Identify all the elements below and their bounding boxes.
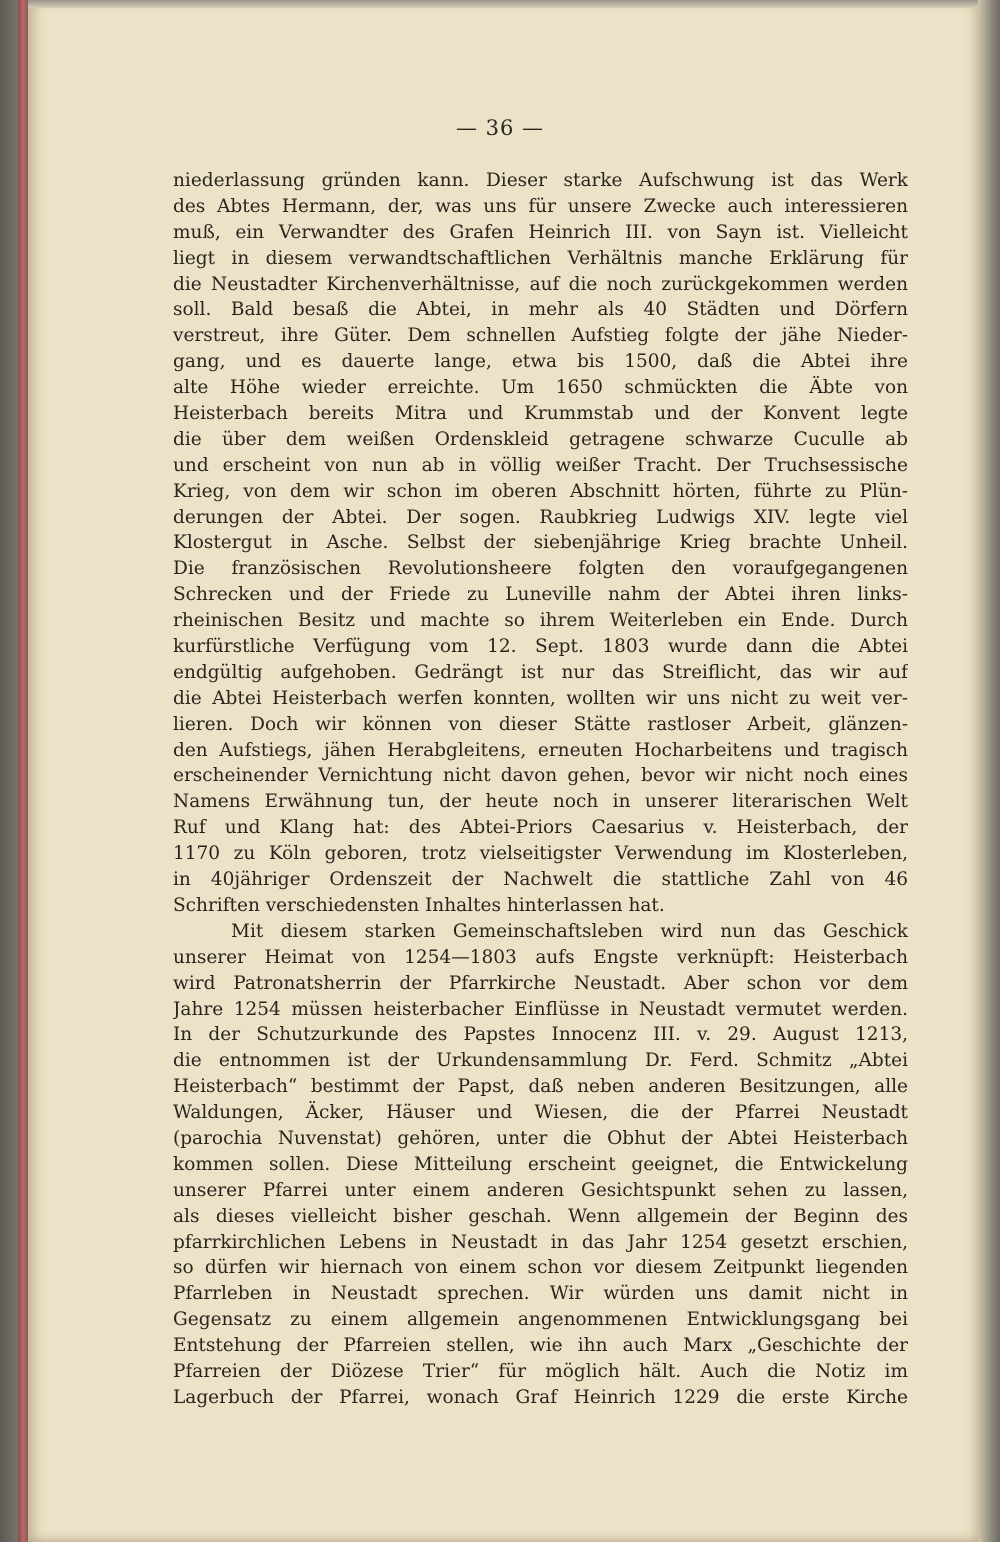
text-line: soll. Bald besaß die Abtei, in mehr als 40 Städten und Dörfern (173, 299, 908, 321)
text-line: die entnommen ist der Urkundensammlung Dr. Ferd. Schmitz „Abtei (173, 1050, 908, 1072)
text-line: liegt in diesem verwandtschaftlichen Verhältnis manche Erklärung für (173, 247, 908, 269)
text-line: Schriften verschiedensten Inhaltes hinterlassen hat. (173, 894, 665, 916)
text-line: in 40jähriger Ordenszeit der Nachwelt die stattliche Zahl von 46 (173, 869, 908, 891)
text-line: wird Patronatsherrin der Pfarrkirche Neustadt. Aber schon vor dem (173, 972, 908, 994)
text-line: Klostergut in Asche. Selbst der siebenjährige Krieg brachte Unheil. (173, 532, 908, 554)
text-line: Die französischen Revolutionsheere folgten den voraufgegangenen (173, 558, 908, 580)
text-line: muß, ein Verwandter des Grafen Heinrich III. von Sayn ist. Vielleicht (173, 221, 908, 243)
text-line: derungen der Abtei. Der sogen. Raubkrieg Ludwigs XIV. legte viel (173, 506, 908, 528)
text-line: (parochia Nuvenstat) gehören, unter die Obhut der Abtei Heisterbach (173, 1127, 908, 1149)
text-line: des Abtes Hermann, der, was uns für unsere Zwecke auch interessieren (173, 195, 908, 217)
text-line: Jahre 1254 müssen heisterbacher Einflüsse in Neustadt vermutet werden. (173, 998, 908, 1020)
text-line: Ruf und Klang hat: des Abtei-Priors Caesarius v. Heisterbach, der (173, 817, 908, 839)
page-right-edge (978, 0, 1000, 1542)
text-line: kurfürstliche Verfügung vom 12. Sept. 1803 wurde dann die Abtei (173, 636, 908, 658)
text-line: Schrecken und der Friede zu Luneville nahm der Abtei ihren links- (173, 584, 908, 606)
text-line: Mit diesem starken Gemeinschaftsleben wird nun das Geschick (231, 920, 908, 942)
text-line: kommen sollen. Diese Mitteilung erscheint geeignet, die Entwickelung (173, 1153, 908, 1175)
text-line: In der Schutzurkunde des Papstes Innocenz III. v. 29. August 1213, (173, 1024, 908, 1046)
text-line: Heisterbach bereits Mitra und Krummstab und der Konvent legte (173, 403, 908, 425)
text-line: als dieses vielleicht bisher geschah. Wenn allgemein der Beginn des (173, 1205, 908, 1227)
text-line: unserer Pfarrei unter einem anderen Gesichtspunkt sehen zu lassen, (173, 1179, 908, 1201)
text-line: niederlassung gründen kann. Dieser starke Aufschwung ist das Werk (173, 170, 908, 191)
text-line: lieren. Doch wir können von dieser Stätte rastloser Arbeit, glänzen- (173, 713, 908, 735)
text-line: verstreut, ihre Güter. Dem schnellen Aufstieg folgte der jähe Nieder- (173, 325, 908, 347)
book-edge (18, 0, 28, 1542)
text-line: die über dem weißen Ordenskleid getragene schwarze Cuculle ab (173, 428, 908, 450)
text-line: endgültig aufgehoben. Gedrängt ist nur das Streiflicht, das wir auf (173, 661, 908, 683)
text-line: Namens Erwähnung tun, der heute noch in unserer literarischen Welt (173, 791, 908, 813)
text-line: alte Höhe wieder erreichte. Um 1650 schmückten die Äbte von (173, 377, 908, 399)
text-line: die Abtei Heisterbach werfen konnten, wollten wir uns nicht zu weit ver- (173, 687, 908, 709)
text-line: unserer Heimat von 1254—1803 aufs Engste verknüpft: Heisterbach (173, 946, 908, 968)
text-line: Pfarreien der Diözese Trier“ für möglich hält. Auch die Notiz im (173, 1360, 908, 1382)
text-line: Krieg, von dem wir schon im oberen Abschnitt hörten, führte zu Plün- (173, 480, 908, 502)
text-line: so dürfen wir hiernach von einem schon vor diesem Zeitpunkt liegenden (173, 1257, 908, 1279)
text-line: Entstehung der Pfarreien stellen, wie ihn auch Marx „Geschichte der (173, 1335, 908, 1357)
text-line: Heisterbach“ bestimmt der Papst, daß neben anderen Besitzungen, alle (173, 1076, 908, 1098)
page-number: — 36 — (455, 116, 545, 140)
text-line: Gegensatz zu einem allgemein angenommenen Entwicklungsgang bei (173, 1309, 908, 1331)
text-line: Pfarrleben in Neustadt sprechen. Wir würden uns damit nicht in (173, 1283, 908, 1305)
text-line: rheinischen Besitz und machte so ihrem Weiterleben ein Ende. Durch (173, 610, 908, 632)
body-text (173, 168, 908, 1411)
text-line: pfarrkirchlichen Lebens in Neustadt in das Jahr 1254 gesetzt erschien, (173, 1231, 908, 1253)
text-line: die Neustadter Kirchenverhältnisse, auf die noch zurückgekommen werden (173, 273, 908, 295)
text-line: und erscheint von nun ab in völlig weißer Tracht. Der Truchsessische (173, 454, 908, 476)
text-line: den Aufstiegs, jähen Herabgleitens, erneuten Hocharbeitens und tragisch (173, 739, 908, 761)
text-line: Waldungen, Äcker, Häuser und Wiesen, die der Pfarrei Neustadt (173, 1102, 908, 1124)
text-line: gang, und es dauerte lange, etwa bis 1500, daß die Abtei ihre (173, 351, 908, 373)
text-line: Lagerbuch der Pfarrei, wonach Graf Heinrich 1229 die erste Kirche (173, 1386, 908, 1408)
text-line: erscheinender Vernichtung nicht davon gehen, bevor wir nicht noch eines (173, 765, 908, 787)
page-top-edge (28, 0, 988, 8)
text-line: 1170 zu Köln geboren, trotz vielseitigster Verwendung im Klosterleben, (173, 843, 908, 865)
